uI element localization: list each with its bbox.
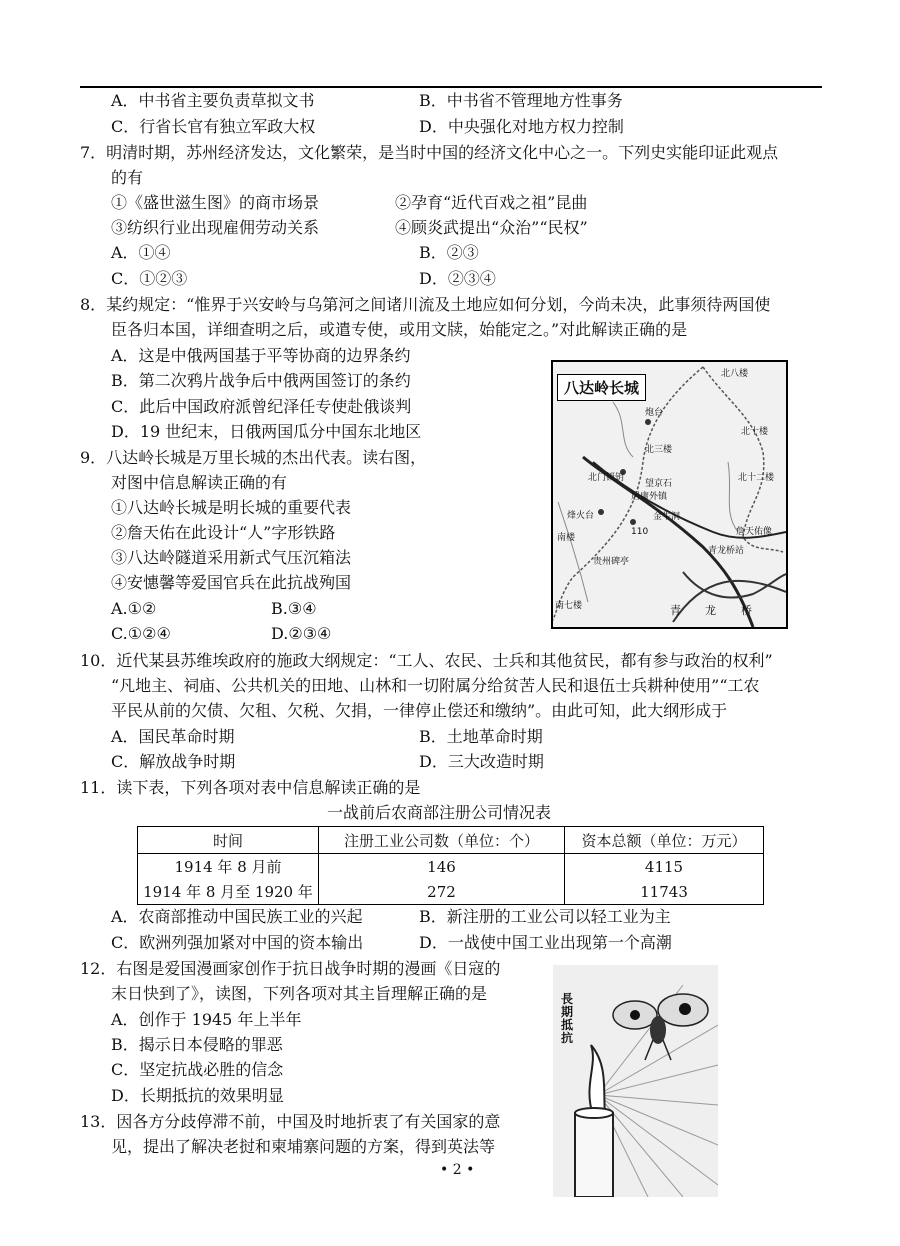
map-label: 金牛洞 [653,512,681,522]
q12-option-d: D．长期抵抗的效果明显 [111,1086,284,1105]
q9-item-4: ④安憓馨等爱国官兵在此抗战殉国 [111,573,352,592]
q8-stem-line1: 8．某约规定：“惟界于兴安岭与乌第河之间诸川流及土地应如何分划，今尚未决，此事须待两国使 [80,295,771,314]
q12-stem-line1: 12．右图是爱国漫画家创作于抗日战争时期的漫画《日寇的 [80,959,501,978]
q9-item-1: ①八达岭长城是明长城的重要代表 [111,498,352,517]
q12-option-b: B．揭示日本侵略的罪恶 [111,1035,283,1054]
q7-option-d: D．②③④ [419,269,496,288]
table-header: 资本总额（单位：万元） [565,827,764,854]
cartoon-drawing [553,965,718,1197]
q9-stem-line1: 9．八达岭长城是万里长城的杰出代表。读右图， [80,448,427,467]
q7-item-4: ④顾炎武提出“众治”“民权” [395,218,588,237]
q11-stem: 11．读下表，下列各项对表中信息解读正确的是 [80,778,421,797]
q12-option-a: A．创作于 1945 年上半年 [111,1010,302,1029]
table-header: 注册工业公司数（单位：个） [319,827,565,854]
map-label: 詹天佑像 [736,527,773,537]
q8-option-a: A．这是中俄两国基于平等协商的边界条约 [111,346,411,365]
map-label: 北十二楼 [738,473,775,483]
q6-option-d: D．中央强化对地方权力控制 [419,117,624,136]
company-table [137,826,764,905]
q11-option-d: D．一战使中国工业出现第一个高潮 [419,933,672,952]
q10-stem-line2: “凡地主、祠庙、公共机关的田地、山林和一切附属分给贫苦人民和退伍士兵耕种使用”“工农 [111,676,760,695]
q10-option-a: A．国民革命时期 [111,727,235,746]
cartoon-caption: 長期抵抗 [561,992,574,1045]
q9-item-3: ③八达岭隧道采用新式气压沉箱法 [111,548,352,567]
q9-option-a: A.①② [111,599,157,618]
q13-stem-line2: 见，提出了解决老挝和柬埔寨问题的方案，得到英法等 [111,1137,496,1156]
q10-stem-line1: 10．近代某县苏维埃政府的施政大纲规定：“工人、农民、士兵和其他贫民，都有参与政治的权利” [80,651,773,670]
q10-option-c: C．解放战争时期 [111,752,236,771]
map-label: 烽火台 [567,511,595,521]
q6-option-b: B．中书省不管理地方性事务 [419,91,623,110]
map-label: 北十楼 [741,427,769,437]
q7-item-1: ①《盛世滋生图》的商市场景 [111,193,320,212]
map-label: 北三楼 [645,445,673,455]
table-cell: 146 [319,854,565,880]
table-row [138,854,764,880]
map-label: 北八楼 [721,369,749,379]
map-label: 贵州碑亭 [593,557,630,567]
q7-stem-line1: 7．明清时期，苏州经济发达，文化繁荣，是当时中国的经济文化中心之一。下列史实能印证此观点 [80,143,779,162]
q9-stem-line2: 对图中信息解读正确的有 [111,473,288,492]
q9-option-d: D.②③④ [271,624,332,643]
q7-option-a: A．①④ [111,243,171,262]
map-label: 桥 [741,604,752,617]
q10-option-b: B．土地革命时期 [419,727,543,746]
q10-stem-line3: 平民从前的欠债、欠租、欠税、欠捐，一律停止偿还和缴纳”。由此可知，此大纲形成于 [111,701,728,720]
cartoon-image [553,965,718,1197]
q9-option-c: C.①②④ [111,624,171,643]
q6-option-c: C．行省长官有独立军政大权 [111,117,316,136]
q6-option-a: A．中书省主要负责草拟文书 [111,91,315,110]
table-row [138,879,764,905]
table-header-row [138,827,764,854]
map-label: 110 [631,527,649,537]
map-label: 望京石 [645,479,673,489]
q11-table-title: 一战前后农商部注册公司情况表 [327,803,552,822]
table-cell: 4115 [565,854,764,880]
map-label: 北门锁钥 [588,473,625,483]
map-label: 龙 [705,604,716,617]
map-label: 炮台 [645,408,664,418]
q8-option-c: C．此后中国政府派曾纪泽任专使赴俄谈判 [111,397,412,416]
map-label: 青 [670,604,681,617]
map-label: 南楼 [557,533,576,543]
map-label: 居庸外镇 [631,492,668,502]
q9-option-b: B.③④ [271,599,317,618]
q11-option-a: A．农商部推动中国民族工业的兴起 [111,907,363,926]
header-rule [80,86,822,88]
table-cell: 11743 [565,879,764,905]
q11-option-b: B．新注册的工业公司以轻工业为主 [419,907,671,926]
q7-item-3: ③纺织行业出现雇佣劳动关系 [111,218,320,237]
q12-stem-line2: 末日快到了》，读图，下列各项对其主旨理解正确的是 [111,984,488,1003]
page-number: • 2 • [440,1162,475,1178]
q7-option-b: B．②③ [419,243,479,262]
q8-option-b: B．第二次鸦片战争后中俄两国签订的条约 [111,371,411,390]
table-header: 时间 [138,827,319,854]
q8-option-d: D．19 世纪末，日俄两国瓜分中国东北地区 [111,422,422,441]
q11-option-c: C．欧洲列强加紧对中国的资本输出 [111,933,364,952]
table-cell: 1914 年 8 月至 1920 年 [138,879,319,905]
q12-option-c: C．坚定抗战必胜的信念 [111,1060,284,1079]
q10-option-d: D．三大改造时期 [419,752,544,771]
table-cell: 1914 年 8 月前 [138,854,319,880]
map-label: 青龙桥站 [708,546,745,556]
map-drawing [553,362,786,627]
q7-option-c: C．①②③ [111,269,188,288]
badaling-map [551,360,788,629]
map-label: 南七楼 [555,601,583,611]
table-cell: 272 [319,879,565,905]
q9-item-2: ②詹天佑在此设计“人”字形铁路 [111,523,336,542]
map-title: 八达岭长城 [557,374,646,401]
q13-stem-line1: 13．因各方分歧停滞不前，中国及时地折衷了有关国家的意 [80,1112,501,1131]
q7-item-2: ②孕育“近代百戏之祖”昆曲 [395,193,588,212]
q8-stem-line2: 臣各归本国，详细查明之后，或遣专使，或用文牍，始能定之。”对此解读正确的是 [111,320,688,339]
q7-stem-line2: 的有 [111,168,144,187]
